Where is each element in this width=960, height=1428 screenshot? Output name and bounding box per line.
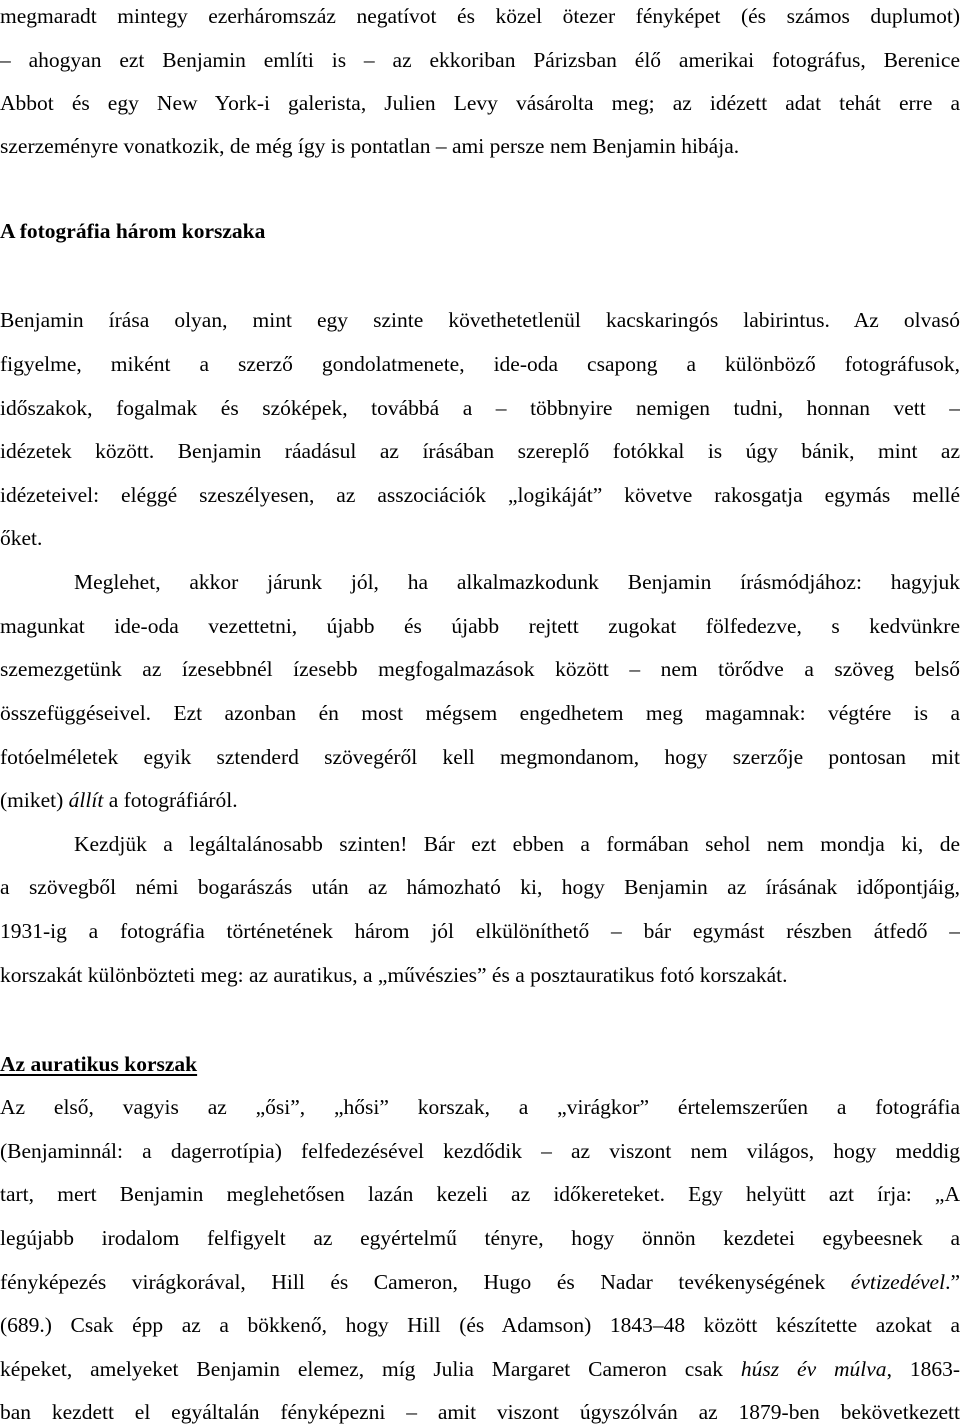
text-line: 1931-ig a fotográfia történetének három jól elkülöníthető – bár egymást részben átfedő – (0, 919, 960, 943)
emphasis-text: húsz év múlva (740, 1357, 887, 1381)
text-line: összefüggéseivel. Ezt azonban én most mégsem engedhetem meg magamnak: végtére is a (0, 701, 960, 725)
section-heading: Az auratikus korszak (0, 1052, 198, 1076)
text-line: korszakát különbözteti meg: az auratikus, a „művészies” és a posztauratikus fotó korszakát. (0, 963, 788, 987)
section-heading: A fotográfia három korszaka (0, 219, 266, 243)
text-line: Abbot és egy New York-i galerista, Julien Levy vásárolta meg; az idézett adat tehát erre a (0, 91, 960, 115)
text-line: – ahogyan ezt Benjamin említi is – az ekkoriban Párizsban élő amerikai fotográfus, Berenice (0, 48, 960, 72)
emphasis-text: évtizedével (850, 1270, 946, 1294)
text-segment: képeket, amelyeket Benjamin elemez, míg Julia Margaret Cameron csak (0, 1357, 741, 1381)
text-segment: .” (945, 1270, 960, 1294)
text-line: magunkat ide-oda vezettetni, újabb és újabb rejtett zugokat fölfedezve, s kedvünkre (0, 614, 960, 638)
text-line: idézetek között. Benjamin ráadásul az írásában szereplő fotókkal is úgy bánik, mint az (0, 439, 960, 463)
text-line: (Benjaminnál: a dagerrotípia) felfedezésével kezdődik – az viszont nem világos, hogy meddig (0, 1139, 960, 1163)
text-segment: a fotográfiáról. (103, 788, 238, 812)
text-line (0, 1269, 960, 1295)
text-line: Az első, vagyis az „ősi”, „hősi” korszak, a „virágkor” értelemszerűen a fotográfia (0, 1095, 960, 1119)
text-line: Meglehet, akkor járunk jól, ha alkalmazkodunk Benjamin írásmódjához: hagyjuk (74, 570, 960, 594)
text-line: szerzeményre vonatkozik, de még így is pontatlan – ami persze nem Benjamin hibája. (0, 134, 740, 158)
text-line: fotóelméletek egyik sztenderd szövegéről kell megmondanom, hogy szerzője pontosan mit (0, 745, 960, 769)
text-line: ban kezdett el egyáltalán fényképezni – amit viszont úgyszólván az 1879-ben bekövetkezett (0, 1400, 960, 1424)
text-line: legújabb irodalom felfigyelt az egyértelmű tényre, hogy önnön kezdetei egybeesnek a (0, 1226, 960, 1250)
text-line: (689.) Csak épp az a bökkenő, hogy Hill (és Adamson) 1843–48 között készítette azokat a (0, 1313, 960, 1337)
text-line: figyelme, miként a szerző gondolatmenete, ide-oda csapong a különböző fotográfusok, (0, 352, 960, 376)
text-line: szemezgetünk az ízesebbnél ízesebb megfogalmazások között – nem törődve a szöveg belső (0, 657, 960, 681)
text-line: megmaradt mintegy ezerháromszáz negatívot és közel ötezer fényképet (és számos duplumot) (0, 4, 960, 28)
text-line (0, 1356, 960, 1382)
text-segment: fényképezés virágkorával, Hill és Cameron, Hugo és Nadar tevékenységének (0, 1270, 851, 1294)
text-line: Kezdjük a legáltalánosabb szinten! Bár ezt ebben a formában sehol nem mondja ki, de (74, 832, 960, 856)
text-segment: (miket) (0, 788, 69, 812)
text-line (0, 787, 960, 813)
text-line: a szövegből némi bogarászás után az hámozható ki, hogy Benjamin az írásának időpontjáig, (0, 875, 960, 899)
text-line: időszakok, fogalmak és szóképek, továbbá a – többnyire nemigen tudni, honnan vett – (0, 396, 960, 420)
text-line: tart, mert Benjamin meglehetősen lazán kezeli az időkereteket. Egy helyütt azt írja: „A (0, 1182, 960, 1206)
emphasis-text: állít (68, 788, 104, 812)
text-segment: , 1863- (886, 1357, 960, 1381)
text-line: őket. (0, 526, 43, 550)
text-line: Benjamin írása olyan, mint egy szinte követhetetlenül kacskaringós labirintus. Az olvasó (0, 308, 960, 332)
text-line: idézeteivel: eléggé szeszélyesen, az asszociációk „logikáját” követve rakosgatja egymás mellé (0, 483, 960, 507)
